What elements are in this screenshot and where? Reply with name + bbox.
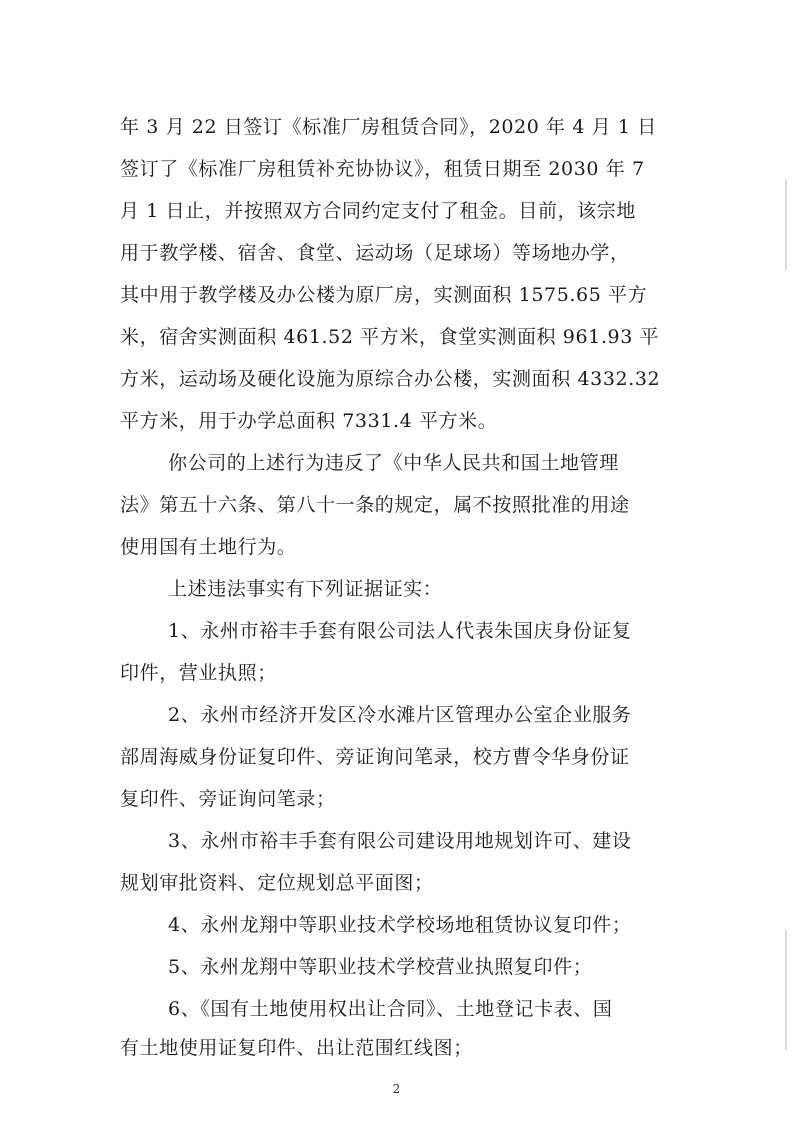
text-line: 米，宿舍实测面积 461.52 平方米，食堂实测面积 961.93 平 — [120, 326, 660, 348]
text-line: 印件，营业执照； — [120, 662, 277, 684]
evidence-item: 5、永州龙翔中等职业技术学校营业执照复印件； — [168, 956, 593, 978]
text-line: 年 3 月 22 日签订《标准厂房租赁合同》，2020 年 4 月 1 日 — [120, 116, 657, 138]
evidence-item: 6、《国有土地使用权出让合同》、土地登记卡表、国 — [168, 998, 613, 1020]
page-number: 2 — [392, 1082, 401, 1096]
evidence-item: 3、永州市裕丰手套有限公司建设用地规划许可、建设 — [168, 830, 632, 852]
text-line: 签订了《标准厂房租赁补充协协议》，租赁日期至 2030 年 7 — [120, 158, 645, 180]
paragraph-start: 你公司的上述行为违反了《中华人民共和国土地管理 — [168, 452, 619, 474]
scan-edge-mark — [785, 930, 787, 1050]
scan-edge-mark — [785, 180, 787, 270]
text-line: 复印件、旁证询问笔录； — [120, 788, 336, 810]
paragraph-start: 上述违法事实有下列证据证实： — [168, 578, 443, 600]
text-line: 有土地使用证复印件、出让范围红线图； — [120, 1037, 473, 1059]
text-line: 使用国有土地行为。 — [120, 536, 297, 558]
text-line: 月 1 日止，并按照双方合同约定支付了租金。目前，该宗地 — [120, 200, 636, 222]
text-line: 方米，运动场及硬化设施为原综合办公楼，实测面积 4332.32 — [120, 368, 661, 390]
text-line: 规划审批资料、定位规划总平面图； — [120, 872, 434, 894]
text-line: 平方米，用于办学总面积 7331.4 平方米。 — [120, 410, 498, 432]
evidence-item: 1、永州市裕丰手套有限公司法人代表朱国庆身份证复 — [168, 620, 632, 642]
text-line: 用于教学楼、宿舍、食堂、运动场（足球场）等场地办学， — [120, 242, 630, 264]
evidence-item: 4、永州龙翔中等职业技术学校场地租赁协议复印件； — [168, 914, 632, 936]
evidence-item: 2、永州市经济开发区冷水滩片区管理办公室企业服务 — [168, 704, 632, 726]
text-line: 部周海威身份证复印件、旁证询问笔录，校方曹令华身份证 — [120, 746, 630, 768]
text-line: 其中用于教学楼及办公楼为原厂房，实测面积 1575.65 平方 — [120, 284, 648, 306]
text-line: 法》第五十六条、第八十一条的规定，属不按照批准的用途 — [120, 494, 630, 516]
